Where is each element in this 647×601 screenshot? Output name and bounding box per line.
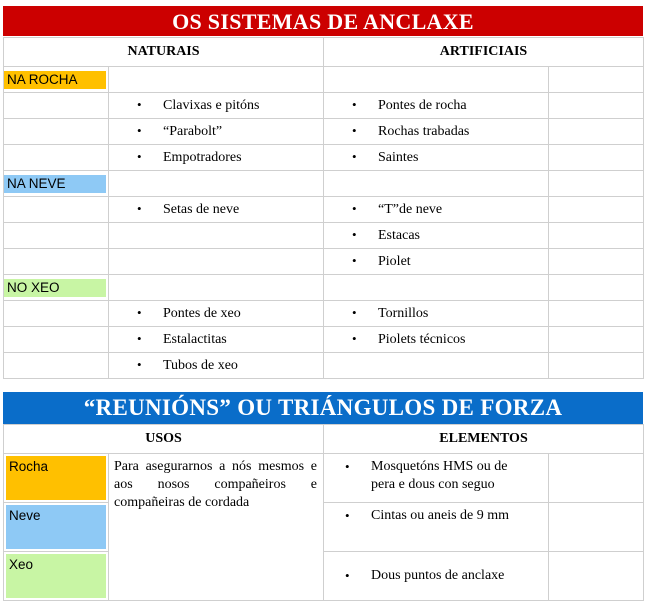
- list-item: • Pontes de xeo: [109, 301, 324, 327]
- list-item: • Estacas: [324, 223, 549, 249]
- section-label-neve: NA NEVE: [4, 175, 106, 193]
- bullet-icon: •: [137, 331, 142, 346]
- bullet-icon: •: [345, 459, 350, 474]
- bullet-icon: •: [137, 305, 142, 320]
- bullet-icon: •: [137, 149, 142, 164]
- usos-description: Para asegurarnos a nós mesmos e aos nosos compañeiros e compañeiras de cordada: [109, 454, 324, 601]
- list-item: • “T”de neve: [324, 197, 549, 223]
- list-item: • Dous puntos de anclaxe: [324, 552, 549, 601]
- list-item: • Empotradores: [109, 145, 324, 171]
- list-item: • Rochas trabadas: [324, 119, 549, 145]
- bullet-icon: •: [345, 508, 350, 523]
- header-artificiais: ARTIFICIAIS: [324, 38, 644, 67]
- bullet-icon: •: [352, 253, 357, 268]
- bullet-icon: •: [352, 227, 357, 242]
- bullet-icon: •: [345, 567, 350, 583]
- section-label-xeo: NO XEO: [4, 279, 106, 297]
- list-item: • Tornillos: [324, 301, 549, 327]
- usos-label-neve: Neve: [6, 505, 106, 549]
- list-item: • Setas de neve: [109, 197, 324, 223]
- header-naturais: NATURAIS: [4, 38, 324, 67]
- title-banner: OS SISTEMAS DE ANCLAXE: [3, 6, 643, 36]
- list-item: • Cintas ou aneis de 9 mm: [324, 503, 549, 552]
- bullet-icon: •: [137, 201, 142, 216]
- section-label-rocha: NA ROCHA: [4, 71, 106, 89]
- subtitle-banner: “REUNIÓNS” OU TRIÁNGULOS DE FORZA: [3, 392, 643, 424]
- list-item: • Tubos de xeo: [109, 353, 324, 379]
- list-item: • “Parabolt”: [109, 119, 324, 145]
- bullet-icon: •: [352, 123, 357, 138]
- bullet-icon: •: [352, 331, 357, 346]
- bullet-icon: •: [352, 149, 357, 164]
- usos-label-xeo: Xeo: [6, 554, 106, 598]
- bullet-icon: •: [137, 123, 142, 138]
- anchor-systems-table: [3, 37, 644, 379]
- bullet-icon: •: [137, 357, 142, 372]
- bullet-icon: •: [352, 201, 357, 216]
- list-item: • Estalactitas: [109, 327, 324, 353]
- list-item: • Mosquetóns HMS ou de pera e dous con seguo: [324, 454, 549, 503]
- list-item: • Piolets técnicos: [324, 327, 549, 353]
- list-item: • Pontes de rocha: [324, 93, 549, 119]
- header-usos: USOS: [4, 425, 324, 454]
- usos-label-rocha: Rocha: [6, 456, 106, 500]
- list-item: • Clavixas e pitóns: [109, 93, 324, 119]
- bullet-icon: •: [352, 305, 357, 320]
- bullet-icon: •: [137, 97, 142, 112]
- bullet-icon: •: [352, 97, 357, 112]
- list-item: • Saintes: [324, 145, 549, 171]
- reunions-table: [3, 424, 644, 601]
- header-elementos: ELEMENTOS: [324, 425, 644, 454]
- list-item: • Piolet: [324, 249, 549, 275]
